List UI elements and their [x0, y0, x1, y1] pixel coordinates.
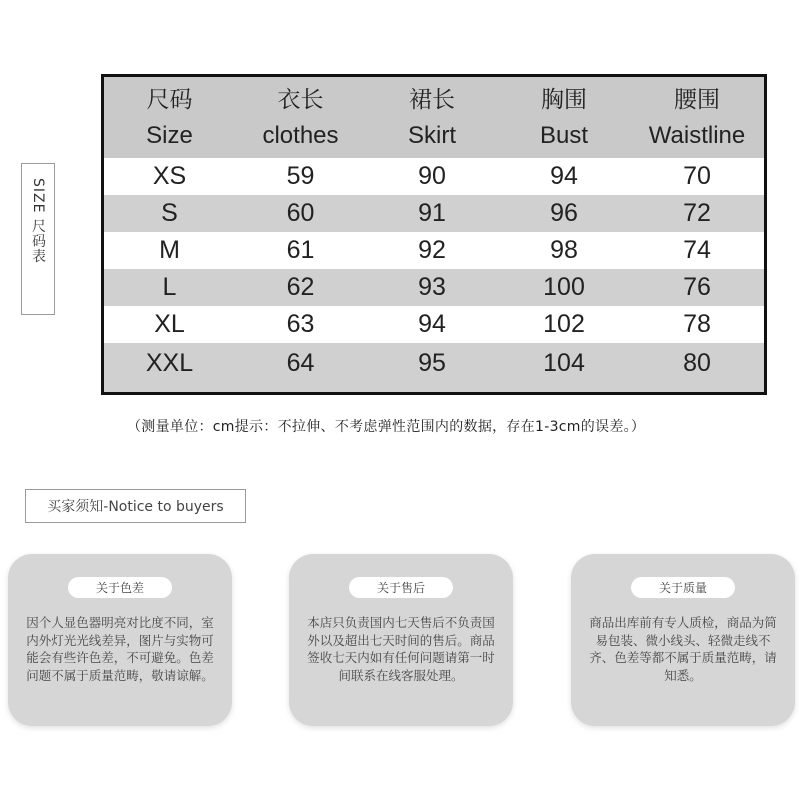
table-cell: 91 — [418, 199, 446, 227]
table-cell: 59 — [286, 162, 315, 190]
table-cell: XS — [152, 162, 187, 190]
header-waistline-en: Waistline — [648, 121, 746, 149]
table-cell: 96 — [550, 199, 578, 227]
quality-card — [571, 554, 795, 726]
card-title-pill — [631, 577, 735, 598]
table-row — [104, 306, 764, 343]
table-cell: 100 — [543, 273, 585, 301]
card-body: 本店只负责国内七天售后不负责国外以及超出七天时间的售后。商品签收七天内如有任何问题请第一时间联系在线客服处理。 — [307, 615, 495, 683]
table-cell: 74 — [683, 236, 711, 264]
table-cell: 70 — [683, 162, 711, 190]
notice-title: 买家须知-Notice to buyers — [47, 499, 224, 515]
header-bust-en: Bust — [539, 121, 589, 149]
header-skirt-en: Skirt — [408, 121, 456, 149]
header-size — [104, 77, 235, 158]
table-row — [104, 232, 764, 269]
header-bust — [498, 77, 630, 158]
card-title: 关于售后 — [376, 581, 425, 595]
table-cell: 80 — [683, 349, 711, 377]
table-cell: 104 — [543, 349, 585, 377]
table-cell: S — [161, 199, 178, 227]
table-cell: XL — [154, 310, 185, 338]
table-cell: 94 — [418, 310, 446, 338]
card-title-pill — [68, 577, 172, 598]
table-header-row — [104, 77, 764, 158]
table-row — [104, 195, 764, 232]
table-row — [104, 269, 764, 306]
table-cell: 64 — [286, 349, 315, 377]
card-title-pill — [349, 577, 453, 598]
table-cell: M — [159, 236, 180, 264]
table-cell: 90 — [418, 162, 446, 190]
side-label-text: SIZE 尺码表 — [30, 178, 46, 264]
table-cell: 76 — [683, 273, 711, 301]
size-table — [101, 74, 767, 395]
table-cell: 93 — [418, 273, 446, 301]
table-cell: L — [162, 273, 177, 301]
notice-to-buyers-label — [25, 489, 246, 523]
header-clothes-zh: 衣长 — [277, 86, 324, 113]
table-cell: 63 — [286, 310, 315, 338]
color-difference-card — [8, 554, 232, 726]
size-chart-side-label — [21, 163, 55, 315]
after-sales-card — [289, 554, 513, 726]
table-row — [104, 158, 764, 195]
card-title: 关于色差 — [95, 581, 144, 595]
table-cell: 92 — [418, 236, 446, 264]
header-clothes — [235, 77, 366, 158]
header-waistline — [630, 77, 764, 158]
table-cell: 72 — [683, 199, 711, 227]
header-waistline-zh: 腰围 — [674, 86, 720, 113]
table-cell: XXL — [145, 349, 194, 377]
table-cell: 95 — [418, 349, 446, 377]
measurement-note: （测量单位：cm提示：不拉伸、不考虑弹性范围内的数据，存在1-3cm的误差。） — [127, 419, 646, 435]
table-cell: 102 — [543, 310, 585, 338]
header-bust-zh: 胸围 — [541, 86, 587, 113]
header-clothes-en: clothes — [262, 121, 339, 149]
card-title: 关于质量 — [658, 581, 707, 595]
card-body: 商品出库前有专人质检，商品为简易包装、微小线头、轻微走线不齐、色差等都不属于质量范畴，请知悉。 — [589, 615, 777, 683]
table-cell: 94 — [550, 162, 578, 190]
header-size-en: Size — [146, 121, 193, 149]
header-skirt-zh: 裙长 — [409, 86, 455, 113]
header-size-zh: 尺码 — [146, 86, 193, 113]
table-cell: 62 — [286, 273, 315, 301]
table-row — [104, 343, 764, 392]
card-body: 因个人显色器明亮对比度不同，室内外灯光光线差异，图片与实物可能会有些许色差，不可避免。色差问题不属于质量范畴，敬请谅解。 — [26, 615, 214, 683]
table-cell: 60 — [286, 199, 315, 227]
table-cell: 78 — [683, 310, 711, 338]
table-cell: 98 — [550, 236, 578, 264]
table-cell: 61 — [286, 236, 315, 264]
header-skirt — [366, 77, 498, 158]
